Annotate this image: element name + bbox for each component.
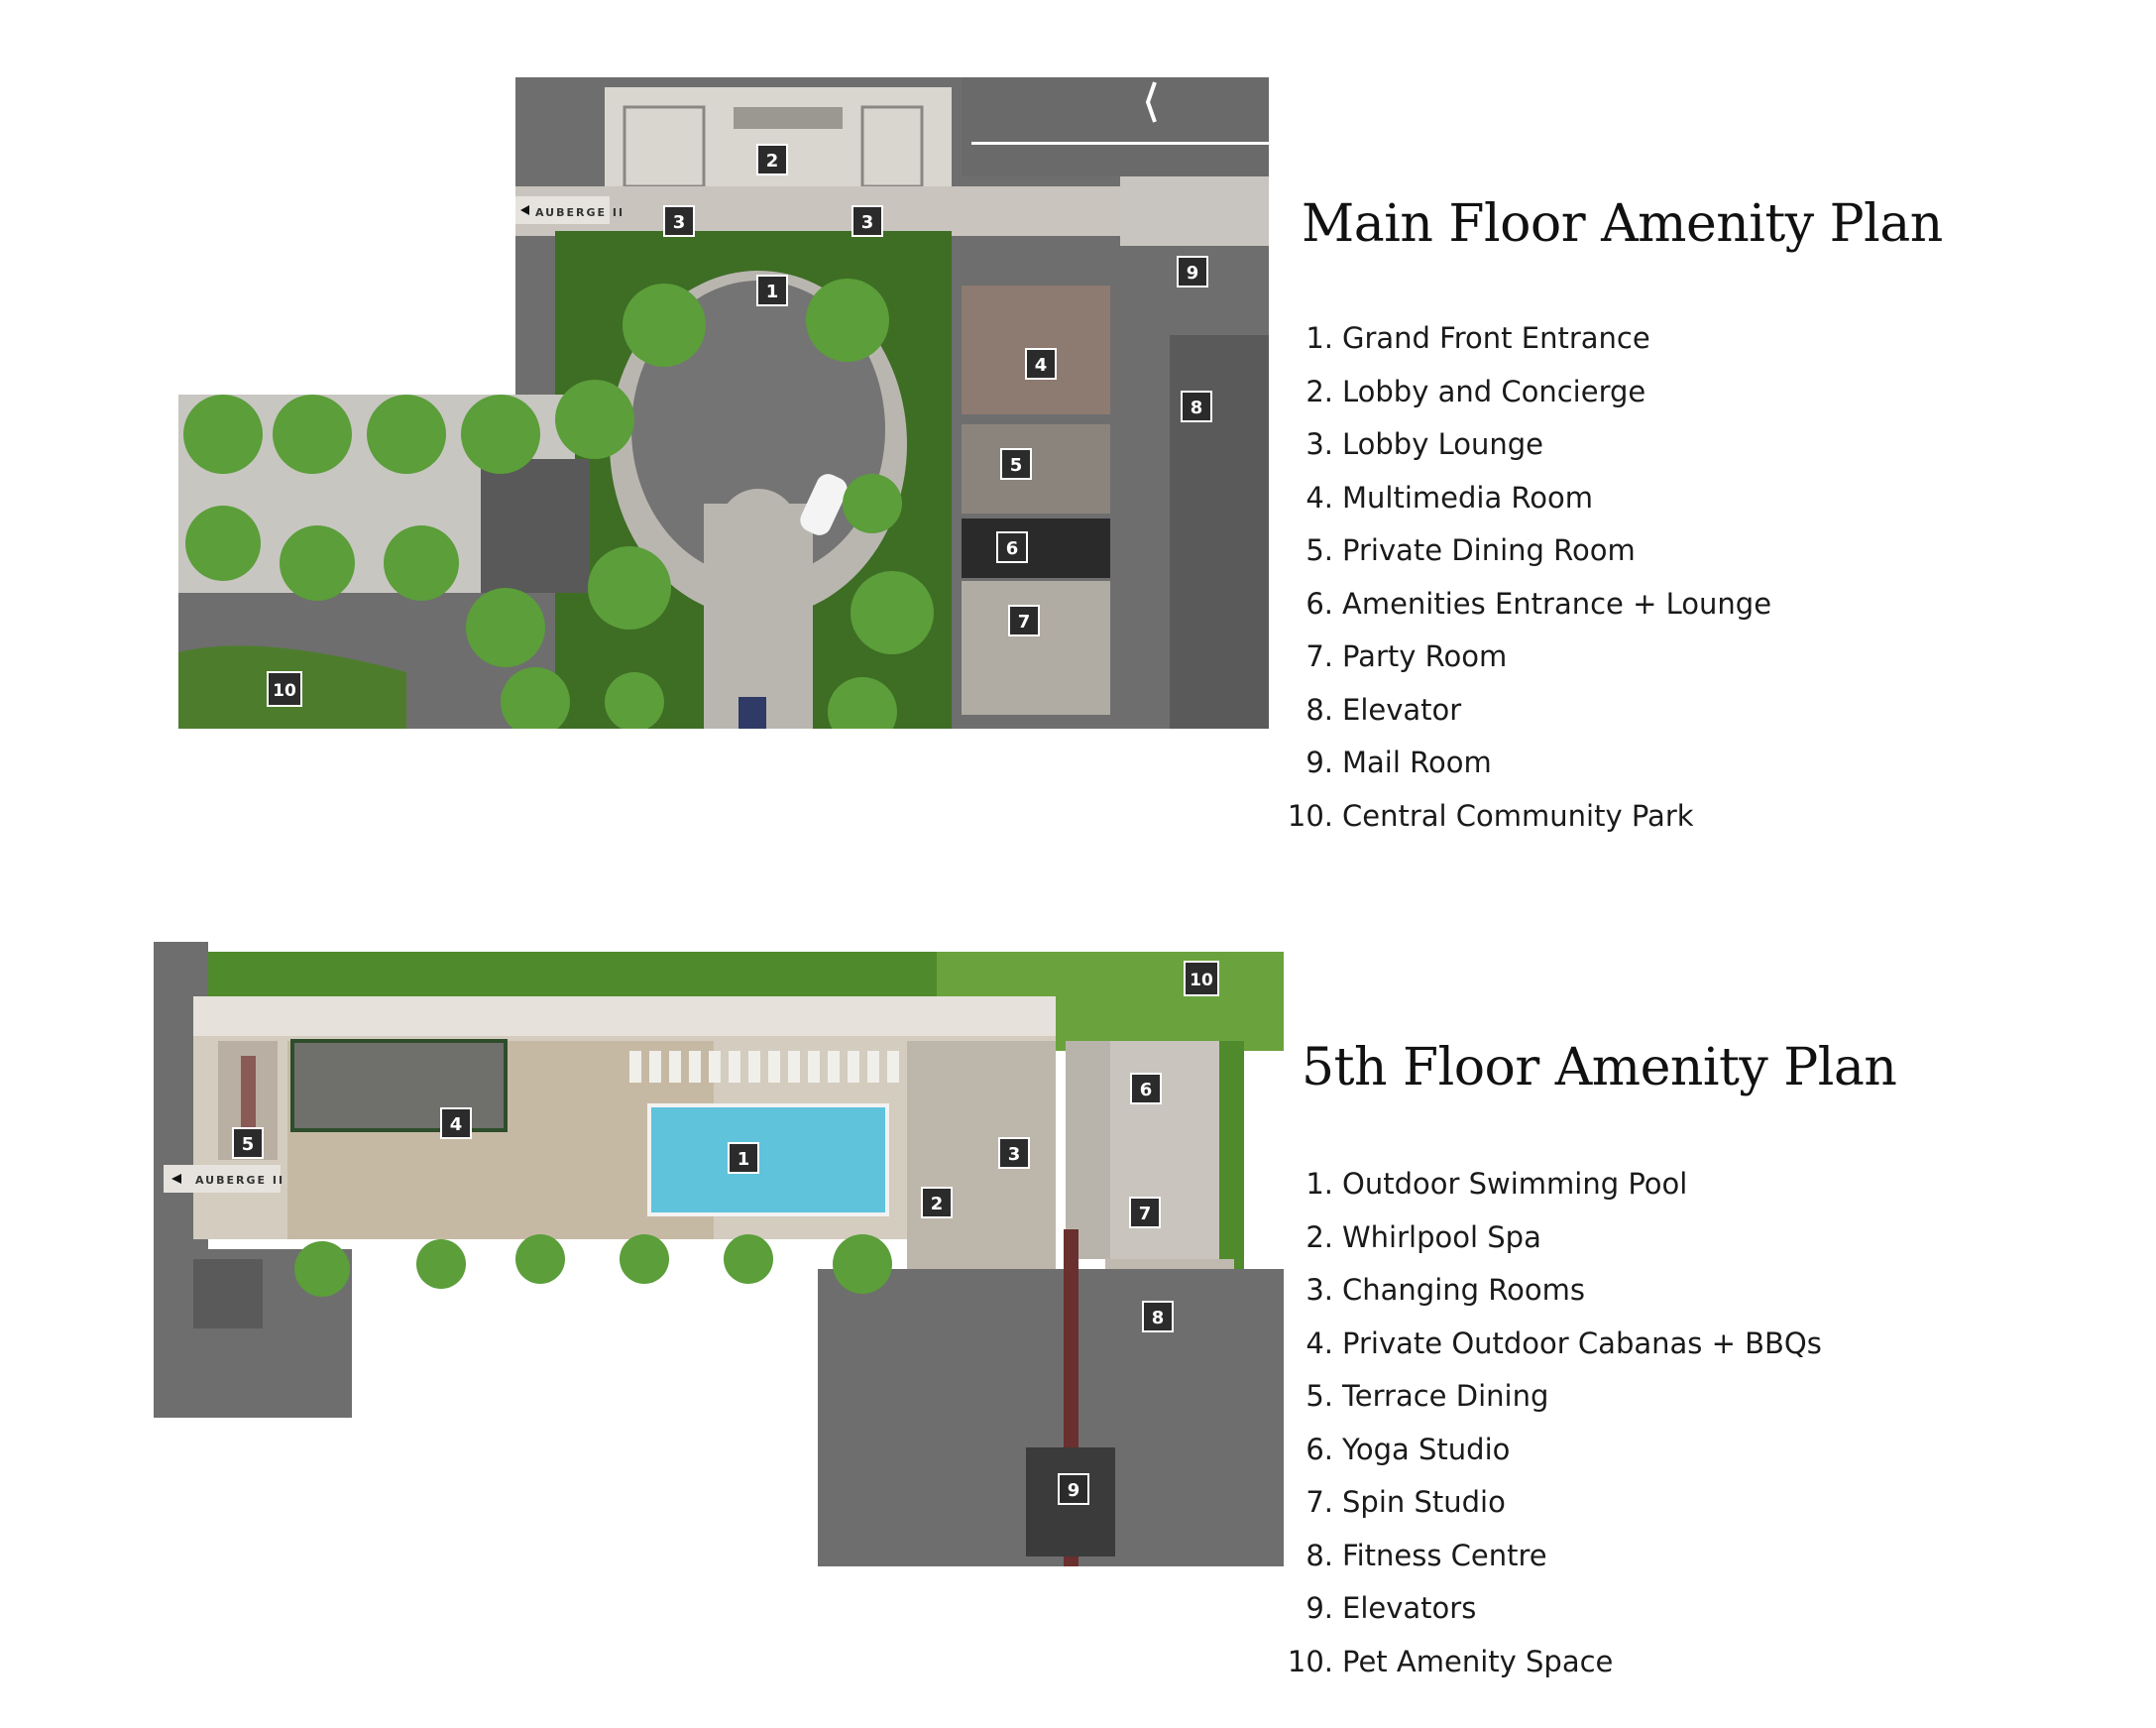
legend-number: 9. <box>1305 746 1333 779</box>
svg-text:9: 9 <box>1067 1480 1080 1501</box>
legend-number: 1. <box>1305 1167 1333 1201</box>
legend-label: Spin Studio <box>1342 1485 1506 1519</box>
legend-item <box>1277 1424 1822 1477</box>
cabana-structure <box>292 1041 506 1130</box>
legend-number: 2. <box>1305 1219 1333 1254</box>
legend-label: Lobby Lounge <box>1342 427 1543 461</box>
legend-label: Pet Amenity Space <box>1342 1644 1614 1678</box>
map-marker-5 <box>233 1128 263 1158</box>
map-marker-3 <box>999 1138 1029 1168</box>
legend-number: 8. <box>1305 692 1333 727</box>
map-marker-8 <box>1143 1302 1173 1331</box>
svg-text:1: 1 <box>765 282 779 302</box>
legend-number: 4. <box>1305 480 1333 515</box>
main-floor-plan <box>178 77 1269 729</box>
fifth-entrance-sign: AUBERGE II <box>195 1174 285 1187</box>
legend-label: Mail Room <box>1342 746 1492 779</box>
legend-item <box>1277 524 1771 578</box>
legend-number: 8. <box>1305 1538 1333 1572</box>
main-floor-plan-drawing <box>178 77 1269 729</box>
legend-number: 6. <box>1305 1432 1333 1466</box>
legend-item <box>1277 578 1771 632</box>
legend-item <box>1277 1211 1822 1265</box>
legend-label: Changing Rooms <box>1342 1273 1585 1307</box>
fifth-floor-plan <box>154 932 1294 1576</box>
svg-text:6: 6 <box>1005 538 1019 559</box>
swimming-pool <box>649 1105 887 1214</box>
legend-item <box>1277 684 1771 738</box>
svg-text:4: 4 <box>1034 355 1048 376</box>
legend-item <box>1277 472 1771 525</box>
fifth-floor-title: 5th Floor Amenity Plan <box>1302 1038 1897 1097</box>
map-marker-1 <box>729 1143 758 1173</box>
legend-item <box>1277 1264 1822 1318</box>
map-marker-4 <box>441 1108 471 1138</box>
svg-text:8: 8 <box>1190 398 1203 418</box>
legend-label: Whirlpool Spa <box>1342 1219 1541 1254</box>
map-marker-8 <box>1182 392 1211 421</box>
legend-number: 5. <box>1305 1379 1333 1413</box>
legend-number: 9. <box>1305 1591 1333 1625</box>
legend-label: Yoga Studio <box>1342 1432 1511 1466</box>
legend-label: Elevator <box>1342 692 1462 727</box>
main-floor-legend <box>1277 312 1771 843</box>
map-marker-3b <box>852 206 882 236</box>
legend-number: 7. <box>1305 1485 1333 1519</box>
map-marker-10 <box>1185 962 1218 995</box>
svg-text:5: 5 <box>241 1134 255 1155</box>
legend-number: 7. <box>1305 639 1333 673</box>
legend-label: Fitness Centre <box>1342 1538 1547 1572</box>
legend-item <box>1277 418 1771 472</box>
svg-text:6: 6 <box>1139 1080 1153 1100</box>
map-marker-10 <box>268 672 301 706</box>
map-marker-9 <box>1178 257 1207 287</box>
svg-text:8: 8 <box>1151 1308 1165 1328</box>
legend-item <box>1277 1636 1822 1689</box>
svg-text:7: 7 <box>1138 1204 1152 1224</box>
svg-text:5: 5 <box>1009 455 1023 476</box>
legend-item <box>1277 1582 1822 1636</box>
svg-text:3: 3 <box>860 212 874 233</box>
legend-label: Terrace Dining <box>1342 1379 1549 1413</box>
legend-number: 6. <box>1305 586 1333 621</box>
svg-text:2: 2 <box>765 151 779 172</box>
legend-item <box>1277 737 1771 790</box>
svg-text:7: 7 <box>1017 612 1031 633</box>
legend-label: Private Dining Room <box>1342 533 1636 567</box>
legend-label: Central Community Park <box>1342 798 1694 833</box>
svg-text:3: 3 <box>1007 1144 1021 1165</box>
map-marker-7 <box>1009 606 1039 635</box>
main-entrance-sign: AUBERGE II <box>535 206 625 219</box>
legend-number: 5. <box>1305 533 1333 567</box>
svg-text:1: 1 <box>737 1149 750 1170</box>
trees <box>294 1234 892 1297</box>
legend-number: 10. <box>1287 1644 1333 1678</box>
svg-text:10: 10 <box>1190 971 1213 990</box>
map-marker-6 <box>1131 1074 1161 1103</box>
legend-item <box>1277 631 1771 684</box>
svg-text:3: 3 <box>672 212 686 233</box>
map-marker-9 <box>1059 1474 1088 1504</box>
map-marker-6 <box>997 532 1027 562</box>
legend-item <box>1277 790 1771 844</box>
legend-number: 3. <box>1305 1273 1333 1307</box>
fifth-floor-plan-drawing <box>154 932 1294 1576</box>
legend-label: Party Room <box>1342 639 1508 673</box>
legend-number: 2. <box>1305 374 1333 408</box>
legend-number: 4. <box>1305 1325 1333 1360</box>
legend-label: Elevators <box>1342 1591 1477 1625</box>
legend-label: Private Outdoor Cabanas + BBQs <box>1342 1325 1822 1360</box>
map-marker-5 <box>1001 449 1031 479</box>
map-marker-4 <box>1026 349 1056 379</box>
legend-label: Grand Front Entrance <box>1342 321 1650 355</box>
legend-number: 3. <box>1305 427 1333 461</box>
legend-number: 10. <box>1287 798 1333 833</box>
map-marker-1 <box>757 276 787 305</box>
legend-label: Multimedia Room <box>1342 480 1594 515</box>
map-marker-2 <box>757 145 787 174</box>
legend-label: Lobby and Concierge <box>1342 374 1646 408</box>
legend-item <box>1277 1476 1822 1530</box>
svg-text:10: 10 <box>273 681 296 701</box>
svg-text:2: 2 <box>930 1194 944 1214</box>
fifth-floor-legend <box>1277 1158 1822 1688</box>
map-marker-3a <box>664 206 694 236</box>
legend-item <box>1277 1370 1822 1424</box>
legend-item <box>1277 1318 1822 1371</box>
legend-item <box>1277 1158 1822 1211</box>
legend-label: Amenities Entrance + Lounge <box>1342 586 1772 621</box>
map-marker-2 <box>922 1188 952 1217</box>
legend-item <box>1277 1530 1822 1583</box>
map-marker-7 <box>1130 1198 1160 1227</box>
legend-item <box>1277 312 1771 366</box>
svg-text:9: 9 <box>1186 263 1199 284</box>
legend-number: 1. <box>1305 321 1333 355</box>
legend-label: Outdoor Swimming Pool <box>1342 1167 1688 1201</box>
main-floor-title: Main Floor Amenity Plan <box>1302 194 1943 254</box>
svg-text:4: 4 <box>449 1114 463 1135</box>
legend-item <box>1277 366 1771 419</box>
